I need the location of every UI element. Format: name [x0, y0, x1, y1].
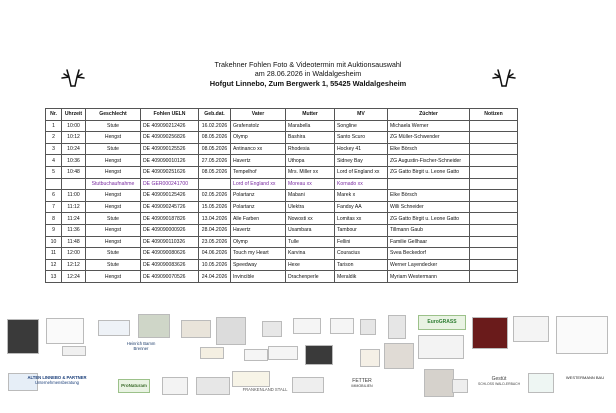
- table-cell: Olymp: [231, 236, 286, 248]
- col-header-sex: Geschlecht: [86, 109, 141, 121]
- table-cell: DE 409090256826: [141, 132, 199, 144]
- sponsor-logo-frankenland: FRANKENLAND STALL: [242, 387, 288, 392]
- table-cell: Songline: [335, 120, 388, 132]
- sponsor-logo-horses: [98, 320, 130, 336]
- table-cell: 4: [46, 155, 62, 167]
- table-cell: 10.05.2026: [199, 259, 231, 271]
- sponsor-logo-rider-photo: [138, 314, 170, 338]
- sponsor-alten-linnebo-sub: Unternehmensberatung: [35, 380, 79, 385]
- sponsor-logo-yellow: [232, 371, 270, 387]
- table-row: [46, 178, 518, 190]
- table-row: [46, 236, 518, 248]
- sponsor-fetter-sub: IMMOBILIEN: [351, 384, 373, 388]
- table-cell: ZG Augustin-Fischer-Schneider: [388, 155, 470, 167]
- table-cell: ZG Gatto Birgit u. Leone Gatto: [388, 166, 470, 178]
- table-cell: DE 409090212426: [141, 120, 199, 132]
- table-cell: Svea Beckedorf: [388, 248, 470, 260]
- schedule-table: [45, 108, 518, 283]
- table-cell: [470, 248, 518, 260]
- table-cell: Bashira: [286, 132, 335, 144]
- table-cell: Elke Börsch: [388, 190, 470, 202]
- table-cell: 1: [46, 120, 62, 132]
- sponsor-logo-coach: [292, 377, 324, 393]
- title-line-2: am 28.06.2026 in Waldalgesheim: [254, 69, 362, 79]
- sponsor-logo-heinrich-bamm: Heinrich Bamm Brenner: [126, 341, 156, 351]
- table-cell: [470, 259, 518, 271]
- table-cell: 12:24: [62, 271, 86, 283]
- table-cell: Tambour: [335, 224, 388, 236]
- table-cell: Mrs. Miller xx: [286, 166, 335, 178]
- table-cell: Stute: [86, 248, 141, 260]
- table-cell: Elke Börsch: [388, 143, 470, 155]
- table-cell: Hengst: [86, 132, 141, 144]
- table-cell: DE 409090110326: [141, 236, 199, 248]
- table-cell: 2: [46, 132, 62, 144]
- col-header-time: Uhrzeit: [62, 109, 86, 121]
- col-header-breeder: Züchter: [388, 109, 470, 121]
- table-cell: 04.06.2026: [199, 248, 231, 260]
- table-cell: Usambara: [286, 224, 335, 236]
- table-cell: ZG Gatto Birgit u. Leone Gatto: [388, 213, 470, 225]
- title-line-1: Trakehner Fohlen Foto & Videotermin mit Auktionsauswahl: [214, 60, 402, 69]
- table-cell: Hengst: [86, 224, 141, 236]
- document-title: [150, 60, 466, 88]
- table-cell: 11: [46, 248, 62, 260]
- sponsor-logo-arc: [268, 346, 298, 360]
- table-cell: 12:00: [62, 248, 86, 260]
- table-cell: [62, 178, 86, 190]
- table-cell: [470, 271, 518, 283]
- table-cell: [470, 224, 518, 236]
- sponsor-logo-hb: [418, 335, 464, 359]
- antler-logo-right-icon: [491, 66, 517, 88]
- antler-logo-left-icon: [60, 66, 86, 88]
- sponsor-alten-linnebo-name: ALTEN LINNEBO & PARTNER: [27, 375, 87, 380]
- table-cell: Lord of England xx: [231, 178, 286, 190]
- table-cell: Invincible: [231, 271, 286, 283]
- sponsor-logo-pronaturam: ProNaturam: [118, 379, 150, 393]
- table-cell: Havertz: [231, 224, 286, 236]
- table-cell: [470, 120, 518, 132]
- sponsor-logo-rider-text: [330, 318, 354, 334]
- sponsor-logo-dressage: [513, 316, 549, 342]
- table-cell: 7: [46, 201, 62, 213]
- table-cell: 27.05.2026: [199, 155, 231, 167]
- table-cell: 08.05.2026: [199, 132, 231, 144]
- table-cell: [388, 178, 470, 190]
- sponsor-logo-family: [196, 377, 230, 395]
- table-cell: [470, 132, 518, 144]
- table-cell: Touch my Heart: [231, 248, 286, 260]
- table-cell: Hengst: [86, 166, 141, 178]
- table-cell: Fellini: [335, 236, 388, 248]
- col-header-damsire: MV: [335, 109, 388, 121]
- table-cell: Kornado xx: [335, 178, 388, 190]
- table-cell: 11:36: [62, 224, 86, 236]
- table-cell: Hockey 41: [335, 143, 388, 155]
- table-cell: DE 409090010126: [141, 155, 199, 167]
- table-cell: 10:00: [62, 120, 86, 132]
- sponsor-logo-small-emblem: [360, 319, 376, 335]
- table-cell: Familie Gellhaar: [388, 236, 470, 248]
- table-cell: DE 409090125426: [141, 190, 199, 202]
- sponsor-logo-westermann: WESTERMANN BAU: [565, 375, 605, 380]
- table-cell: Tarison: [335, 259, 388, 271]
- table-cell: 08.05.2026: [199, 143, 231, 155]
- table-cell: [470, 143, 518, 155]
- table-cell: Tillmann Gaub: [388, 224, 470, 236]
- table-row: [46, 224, 518, 236]
- table-row: [46, 248, 518, 260]
- table-cell: Polartanz: [231, 201, 286, 213]
- table-cell: Polartanz: [231, 190, 286, 202]
- table-cell: Olymp: [231, 132, 286, 144]
- table-row: [46, 132, 518, 144]
- table-cell: Hengst: [86, 155, 141, 167]
- table-cell: DE 409090080626: [141, 248, 199, 260]
- table-cell: 10:48: [62, 166, 86, 178]
- table-cell: DE 409090187826: [141, 213, 199, 225]
- table-cell: Stutbuchaufnahme: [86, 178, 141, 190]
- table-row: [46, 155, 518, 167]
- table-cell: DE 409090000926: [141, 224, 199, 236]
- table-cell: Alle Farben: [231, 213, 286, 225]
- table-cell: [470, 190, 518, 202]
- table-cell: [470, 236, 518, 248]
- table-cell: [470, 166, 518, 178]
- col-header-nr: Nr.: [46, 109, 62, 121]
- table-cell: [470, 155, 518, 167]
- col-header-sire: Vater: [231, 109, 286, 121]
- table-row: [46, 120, 518, 132]
- table-cell: [46, 178, 62, 190]
- table-cell: Lord of England xx: [335, 166, 388, 178]
- sponsor-logo-lindenhof: [556, 316, 608, 354]
- table-cell: 16.02.2026: [199, 120, 231, 132]
- sponsor-logo-dark-horse: [305, 345, 333, 365]
- table-cell: 12: [46, 259, 62, 271]
- table-row: [46, 143, 518, 155]
- table-row: [46, 201, 518, 213]
- table-cell: 24.04.2026: [199, 271, 231, 283]
- table-cell: Santo Scuro: [335, 132, 388, 144]
- table-cell: 11:24: [62, 213, 86, 225]
- table-row: [46, 213, 518, 225]
- table-cell: Nowosti xx: [286, 213, 335, 225]
- table-cell: Havertz: [231, 155, 286, 167]
- table-row: [46, 190, 518, 202]
- table-cell: Fandsy AA: [335, 201, 388, 213]
- table-cell: Michaela Werner: [388, 120, 470, 132]
- schedule-table-body: [46, 120, 518, 282]
- table-cell: Stute: [86, 259, 141, 271]
- table-cell: Stute: [86, 213, 141, 225]
- table-cell: 12:12: [62, 259, 86, 271]
- table-cell: DE GER000241700: [141, 178, 199, 190]
- sponsor-gestuet-sub: SCHLOSS WALD-ERBACH: [477, 382, 521, 386]
- sponsor-logo-gestuet: [476, 377, 522, 389]
- table-cell: Hexe: [286, 259, 335, 271]
- table-cell: Antinanco xx: [231, 143, 286, 155]
- table-cell: 8: [46, 213, 62, 225]
- table-cell: 11:48: [62, 236, 86, 248]
- table-cell: Hengst: [86, 190, 141, 202]
- table-cell: 6: [46, 190, 62, 202]
- sponsor-logos: [0, 303, 616, 413]
- table-cell: DE 409090083626: [141, 259, 199, 271]
- table-cell: Marek x: [335, 190, 388, 202]
- table-cell: 15.05.2026: [199, 201, 231, 213]
- table-cell: Karvina: [286, 248, 335, 260]
- table-cell: Speedway: [231, 259, 286, 271]
- table-cell: Hengst: [86, 271, 141, 283]
- sponsor-logo-small-mark: [452, 379, 468, 393]
- table-cell: 08.05.2026: [199, 166, 231, 178]
- table-cell: DE 409090251626: [141, 166, 199, 178]
- sponsor-logo-eurograss: EuroGRASS: [418, 315, 466, 330]
- table-cell: DE 409090070526: [141, 271, 199, 283]
- sponsor-logo-fetter: [338, 379, 386, 391]
- sponsor-logo-horse-emblem: [46, 318, 84, 344]
- table-cell: Uthopa: [286, 155, 335, 167]
- table-cell: [470, 178, 518, 190]
- table-cell: 5: [46, 166, 62, 178]
- table-cell: Rhodesia: [286, 143, 335, 155]
- table-cell: Sidney Bay: [335, 155, 388, 167]
- table-cell: Mabani: [286, 190, 335, 202]
- table-cell: Meraldik: [335, 271, 388, 283]
- col-header-notes: Notizen: [470, 109, 518, 121]
- table-cell: DE 409090125526: [141, 143, 199, 155]
- sponsor-logo-small-text: [62, 346, 86, 356]
- table-row: [46, 259, 518, 271]
- table-cell: Stute: [86, 120, 141, 132]
- table-cell: Tulle: [286, 236, 335, 248]
- table-row: [46, 166, 518, 178]
- table-cell: Grafenstolz: [231, 120, 286, 132]
- table-cell: Lomitas xx: [335, 213, 388, 225]
- table-row: [46, 271, 518, 283]
- sponsor-logo-horse-red: [472, 317, 508, 349]
- table-cell: [470, 201, 518, 213]
- table-cell: Marabella: [286, 120, 335, 132]
- table-cell: 11:00: [62, 190, 86, 202]
- table-cell: Willi Schneider: [388, 201, 470, 213]
- table-cell: Couracius: [335, 248, 388, 260]
- table-cell: 10: [46, 236, 62, 248]
- table-cell: 13.04.2026: [199, 213, 231, 225]
- sponsor-logo-person: [424, 369, 454, 397]
- table-cell: Hengst: [86, 236, 141, 248]
- sponsor-logo-signature: [200, 347, 224, 359]
- table-cell: 02.05.2026: [199, 190, 231, 202]
- table-cell: 11:12: [62, 201, 86, 213]
- table-cell: Ulektra: [286, 201, 335, 213]
- col-header-birthdate: Geb.dat.: [199, 109, 231, 121]
- sponsor-logo-portrait: [216, 317, 246, 345]
- table-cell: Moreau xx: [286, 178, 335, 190]
- table-cell: 13: [46, 271, 62, 283]
- title-address: Hofgut Linnebo, Zum Bergwerk 1, 55425 Waldalgesheim: [209, 78, 407, 88]
- table-cell: Werner Layendecker: [388, 259, 470, 271]
- table-cell: 28.04.2026: [199, 224, 231, 236]
- sponsor-logo-alten-linnebo: [8, 375, 106, 387]
- table-cell: 10:36: [62, 155, 86, 167]
- table-cell: Stute: [86, 143, 141, 155]
- sponsor-logo-mountains: [293, 318, 321, 334]
- table-cell: 10:12: [62, 132, 86, 144]
- sponsor-logo-jumping: [384, 343, 414, 369]
- sponsor-logo-teal: [528, 373, 554, 393]
- sponsor-logo-crest: [388, 315, 406, 339]
- col-header-dam: Mutter: [286, 109, 335, 121]
- sponsor-logo-rider-small: [262, 321, 282, 337]
- table-cell: Myriam Westermann: [388, 271, 470, 283]
- sponsor-logo-seal: [162, 377, 188, 395]
- sponsor-gestuet-name: Gestüt: [491, 376, 507, 382]
- table-cell: 3: [46, 143, 62, 155]
- table-cell: Hengst: [86, 201, 141, 213]
- table-cell: [199, 178, 231, 190]
- table-cell: Drachenperle: [286, 271, 335, 283]
- table-cell: DE 409090245726: [141, 201, 199, 213]
- table-cell: 9: [46, 224, 62, 236]
- sponsor-logo-badge: [360, 349, 380, 367]
- sponsor-logo-ranch: [181, 320, 211, 338]
- table-cell: [470, 213, 518, 225]
- sponsor-logo-text-block: [244, 349, 268, 361]
- col-header-ueln: Fohlen UELN: [141, 109, 199, 121]
- sponsor-fetter-name: FETTER: [352, 378, 372, 384]
- table-cell: Tempelhof: [231, 166, 286, 178]
- table-cell: ZG Müller-Schwender: [388, 132, 470, 144]
- table-cell: 10:24: [62, 143, 86, 155]
- table-cell: 23.05.2026: [199, 236, 231, 248]
- sponsor-logo-magazine: [7, 319, 39, 354]
- table-header-row: [46, 109, 518, 121]
